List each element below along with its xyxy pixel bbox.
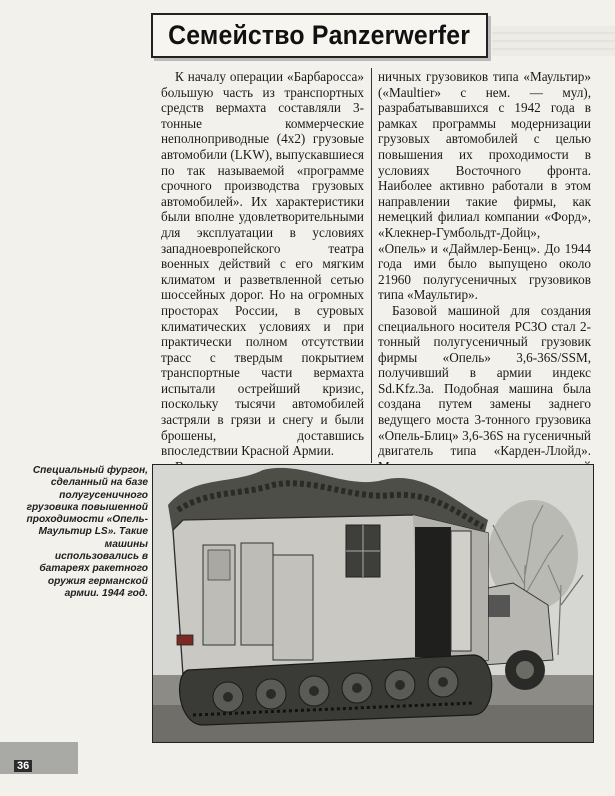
bleed-through-text bbox=[492, 26, 615, 56]
paragraph: Базовой машиной для создания специального носителя РСЗО стал 2-тонный полугусеничный грузовик фирмы «Опель» 3,6-36S/SSM, получивший в армии индекс Sd.Kfz.3a. Подобная машина была создана путем замены заднего ведущего моста 3-тонного грузовика «Опель-Блиц» 3,6-36S на гусеничный двигатель типа «Карден-Ллойд». bbox=[378, 302, 591, 459]
text-column-left bbox=[161, 69, 364, 490]
paragraph: ничных грузовиков типа «Маультир» («Maultier» с нем. — мул), разрабатывавшихся с 1942 года в рамках программы модернизации грузовых автомобилей с целью повышения их проходимости в условиях Восточного фронта. Наиболее активно работали в этом направлении такие фирмы, как немецкий филиал компании «Форд», «Клекнер-Гумбольдт-Дойц», «Опель» и «Даймлер-Бенц». До 1944 года ими было выпущено около 21960 полугусеничных грузовиков типа «Маультир». bbox=[378, 69, 591, 303]
page-title: Семейство Panzerwerfer bbox=[168, 20, 471, 50]
photo-caption: Специальный фургон, сделанный на базе полугусеничного грузовика повышенной проходимости «Опель-Маультир LS». Такие машины использовались в батареях ракетного оружия германской армии. 1944 год. bbox=[26, 465, 148, 599]
title-frame bbox=[151, 13, 488, 58]
column-divider bbox=[371, 68, 372, 463]
text-column-right bbox=[378, 69, 591, 490]
page-tab bbox=[0, 742, 78, 774]
halftrack-van-image bbox=[153, 465, 593, 742]
page-number: 36 bbox=[14, 760, 32, 772]
vehicle-photo bbox=[152, 464, 594, 743]
paragraph: К началу операции «Барбаросса» большую часть из транспортных средств вермахта составляли 3-тонные коммерческие неполноприводные (4х2) грузовые автомобили (LKW), выпускавшиеся по так называемой «программе срочного производства грузовых автомобилей». Их характеристики были вполне удовлетворительными для эксплуатации в условиях западноевропейского театра военных действий с его мягким климатом и разветвленной сетью шоссейных дорог. Но на огромных просторах России, в суровых климатических условиях и при практически полном отсутствии трасс с твердым покрытием транспортные части вермахта испытали острейший кризис, поскольку тысячи автомобилей застряли в грязи и снегу и были брошены, доставшись впоследствии Красной Армии. bbox=[161, 69, 364, 459]
